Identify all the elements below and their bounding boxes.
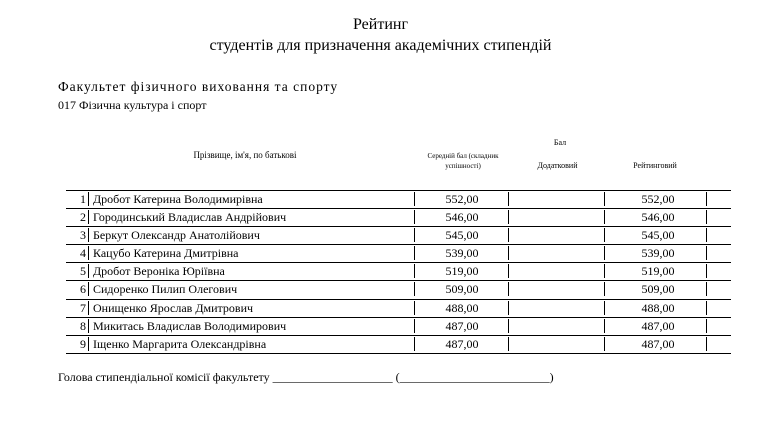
row-number: 2 [80, 210, 86, 225]
column-header-name: Прізвище, ім'я, по батькові [193, 150, 297, 160]
table-row [66, 263, 731, 281]
row-number: 8 [80, 318, 86, 333]
table-row [66, 209, 731, 227]
average-score: 546,00 [445, 210, 479, 225]
additional-score [508, 336, 604, 353]
column-divider [88, 337, 89, 351]
column-divider [508, 246, 509, 260]
row-number: 5 [80, 264, 86, 279]
student-name: Кацубо Катерина Дмитрівна [93, 246, 239, 261]
column-divider [508, 301, 509, 315]
column-divider [604, 210, 605, 224]
column-divider [706, 192, 707, 206]
rating-score: 546,00 [641, 210, 675, 225]
rating-score: 519,00 [641, 264, 675, 279]
additional-score [508, 263, 604, 280]
commission-signature-line: Голова стипендіальної комісії факультету ____________________ (_________________________) [58, 370, 554, 384]
row-number: 1 [80, 192, 86, 206]
rating-score: 552,00 [641, 192, 675, 206]
additional-score [508, 191, 604, 208]
column-divider [88, 319, 89, 333]
average-score: 545,00 [445, 228, 479, 243]
student-name: Беркут Олександр Анатолійович [93, 228, 260, 243]
rating-score: 487,00 [641, 318, 675, 333]
row-number: 4 [80, 246, 86, 261]
column-divider [88, 264, 89, 278]
average-score: 519,00 [445, 264, 479, 279]
student-name: Дробот Катерина Володимирівна [93, 192, 263, 206]
rating-score: 509,00 [641, 282, 675, 297]
additional-score [508, 318, 604, 335]
additional-score [508, 209, 604, 226]
column-divider [706, 246, 707, 260]
column-divider [88, 301, 89, 315]
table-row [66, 336, 731, 354]
column-divider [604, 301, 605, 315]
column-divider [604, 282, 605, 296]
column-divider [706, 264, 707, 278]
column-divider [88, 246, 89, 260]
student-name: Микитась Владислав Володимирович [93, 318, 287, 333]
column-divider [508, 337, 509, 351]
faculty-name: Факультет фізичного виховання та спорту [58, 79, 339, 94]
column-divider [88, 210, 89, 224]
column-divider [414, 228, 415, 242]
rating-score: 545,00 [641, 228, 675, 243]
column-divider [414, 246, 415, 260]
column-divider [604, 228, 605, 242]
average-score: 487,00 [445, 318, 479, 333]
rating-score: 539,00 [641, 246, 675, 261]
student-name: Іщенко Маргарита Олександрівна [93, 336, 267, 351]
column-divider [706, 337, 707, 351]
column-divider [508, 228, 509, 242]
column-divider [88, 282, 89, 296]
column-divider [604, 337, 605, 351]
column-divider [706, 210, 707, 224]
additional-score [508, 245, 604, 262]
average-score: 552,00 [445, 192, 479, 206]
column-divider [604, 192, 605, 206]
column-divider [414, 337, 415, 351]
table-row [66, 190, 731, 209]
table-row [66, 318, 731, 336]
column-divider [414, 264, 415, 278]
student-name: Сидоренко Пилип Олегович [93, 282, 238, 297]
column-divider [508, 210, 509, 224]
column-divider [706, 301, 707, 315]
student-name: Дробот Вероніка Юріївна [93, 264, 225, 279]
document-title: Рейтинг [352, 16, 409, 33]
column-divider [508, 264, 509, 278]
row-number: 6 [80, 282, 86, 297]
additional-score [508, 281, 604, 298]
document-subtitle: студентів для призначення академічних стипендій [209, 37, 552, 54]
student-name: Онищенко Ярослав Дмитрович [93, 300, 254, 315]
rating-score: 488,00 [641, 300, 675, 315]
additional-score [508, 300, 604, 317]
average-score: 488,00 [445, 300, 479, 315]
average-score: 487,00 [445, 336, 479, 351]
column-divider [414, 319, 415, 333]
column-divider [508, 282, 509, 296]
column-header-average: Середній бал (складник успішності) [427, 152, 499, 170]
table-row [66, 281, 731, 299]
average-score: 509,00 [445, 282, 479, 297]
column-divider [508, 192, 509, 206]
student-name: Городинський Владислав Андрійович [93, 210, 287, 225]
rating-score: 487,00 [641, 336, 675, 351]
column-divider [604, 319, 605, 333]
table-row [66, 300, 731, 318]
column-header-rating: Рейтинговий [633, 161, 677, 170]
row-number: 7 [80, 300, 86, 315]
column-divider [706, 282, 707, 296]
column-divider [414, 301, 415, 315]
row-number: 3 [80, 228, 86, 243]
table-row [66, 227, 731, 245]
column-header-score-group: Бал [553, 138, 567, 147]
specialty-name: 017 Фізична культура і спорт [58, 98, 207, 112]
additional-score [508, 227, 604, 244]
table-row [66, 245, 731, 263]
column-divider [604, 246, 605, 260]
column-divider [604, 264, 605, 278]
average-score: 539,00 [445, 246, 479, 261]
column-divider [88, 228, 89, 242]
column-header-additional: Додатковий [537, 161, 578, 170]
column-divider [414, 210, 415, 224]
column-divider [414, 192, 415, 206]
column-divider [508, 319, 509, 333]
column-divider [414, 282, 415, 296]
row-number: 9 [80, 336, 86, 351]
column-divider [706, 319, 707, 333]
rating-table [66, 190, 731, 354]
column-divider [88, 192, 89, 206]
column-divider [706, 228, 707, 242]
